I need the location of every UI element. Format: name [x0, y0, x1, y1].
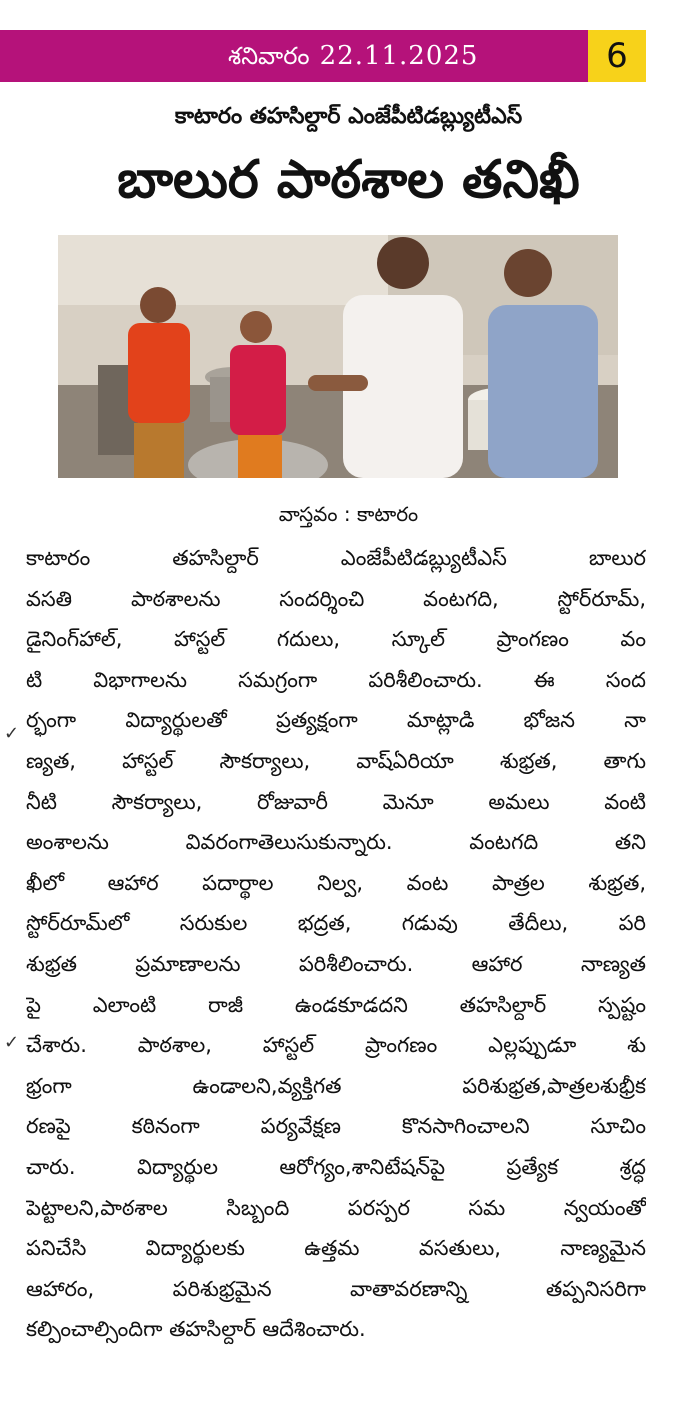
- page-number-badge: 6: [588, 30, 646, 82]
- article-headline: బాలుర పాఠశాల తనిఖీ: [117, 150, 580, 210]
- article-line: ఖీలో ఆహార పదార్థాల నిల్వ, వంట పాత్రల శుభ్రత,: [26, 870, 646, 895]
- date-banner: [0, 30, 588, 82]
- margin-tick-icon: ✓: [4, 1032, 20, 1053]
- article-line: కాటారం తహసిల్దార్ ఎంజేపీటిడబ్ల్యుటీఎస్ బాలుర: [26, 546, 646, 570]
- article-line: ణ్యత, హాస్టల్ సౌకర్యాలు, వాష్‌ఏరియా శుభ్రత, తాగు: [26, 748, 646, 773]
- article-line: పై ఎలాంటి రాజీ ఉండకూడదని తహసిల్దార్ స్పష్టం: [26, 992, 646, 1017]
- article-line: ఆహారం, పరిశుభ్రమైన వాతావరణాన్ని తప్పనిసరిగా: [26, 1276, 646, 1301]
- margin-tick-icon: ✓: [4, 723, 20, 744]
- article-line: శుభ్రత ప్రమాణాలను పరిశీలించారు. ఆహార నాణ్యత: [26, 951, 646, 976]
- article-kicker: కాటారం తహసిల్దార్ ఎంజేపీటిడబ్ల్యుటీఎస్: [174, 104, 523, 129]
- photo-illustration-icon: [58, 235, 618, 478]
- article-line: నీటి సౌకర్యాలు, రోజువారీ మెనూ అమలు వంటి: [26, 789, 646, 814]
- article-line: డైనింగ్‌హాల్, హాస్టల్ గదులు, స్కూల్ ప్రాంగణం వం: [26, 627, 646, 652]
- article-line: కల్పించాల్సిందిగా తహసిల్దార్ ఆదేశించారు.: [26, 1317, 366, 1342]
- article-line: వసతి పాఠశాలను సందర్శించి వంటగది, స్టోర్‌రూమ్,: [26, 586, 646, 611]
- article-line: స్టోర్‌రూమ్‌లో సరుకుల భద్రత, గడువు తేదీలు, పరి: [26, 911, 646, 936]
- banner-date: 22.11.2025: [319, 41, 479, 71]
- article-line: అంశాలను వివరంగాతెలుసుకున్నారు. వంటగది తని: [26, 830, 646, 855]
- article-line: పనిచేసి విద్యార్థులకు ఉత్తమ వసతులు, నాణ్యమైన: [26, 1236, 646, 1261]
- article-line: చారు. విద్యార్థుల ఆరోగ్యం,శానిటేషన్‌పై ప్రత్యేక శ్రద్ధ: [26, 1154, 646, 1179]
- article-dateline: వాస్తవం : కాటారం: [278, 502, 419, 526]
- article-line: భ్రంగా ఉండాలని,వ్యక్తిగత పరిశుభ్రత,పాత్రలశుభ్రీక: [26, 1073, 646, 1098]
- banner-text: [228, 30, 478, 82]
- article-line: పెట్టాలని,పాఠశాల సిబ్బంది పరస్పర సమ న్వయంతో: [26, 1195, 646, 1220]
- article-line: ర్భంగా విద్యార్థులతో ప్రత్యక్షంగా మాట్లాడి భోజన నా: [26, 708, 646, 733]
- article-line: రణపై కఠినంగా పర్యవేక్షణ కొనసాగించాలని సూచిం: [26, 1114, 646, 1139]
- banner-day: శనివారం: [228, 42, 310, 70]
- article-body: [26, 538, 646, 1350]
- article-line: చేశారు. పాఠశాల, హాస్టల్ ప్రాంగణం ఎల్లప్పుడూ శు: [26, 1033, 646, 1058]
- article-line: టి విభాగాలను సమగ్రంగా పరిశీలించారు. ఈ సంద: [26, 667, 646, 692]
- news-photo: [58, 235, 618, 478]
